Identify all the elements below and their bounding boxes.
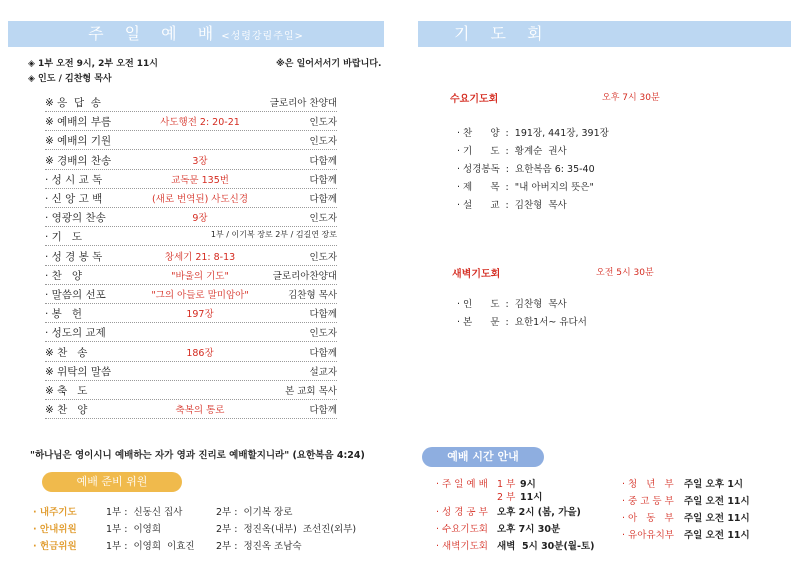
order-row (45, 150, 337, 170)
order-item-leader: 인도자 (309, 136, 337, 148)
order-item-name: · 성도의 교제 (45, 327, 106, 340)
prayer-title: 기 도 회 (454, 24, 551, 43)
schedule-value: 9시 (520, 479, 536, 490)
order-item-name: ※ 예배의 기원 (45, 135, 112, 148)
order-item-leader: 인도자 (309, 117, 337, 129)
wed-line: · 기 도 : 황계순 권사 (457, 146, 567, 157)
prayer-header (418, 21, 791, 47)
dawn-label: 새벽기도회 (452, 269, 501, 280)
order-row (45, 361, 337, 381)
order-item-name: ※ 위탁의 말씀 (45, 365, 112, 378)
order-item-detail: 3장 (192, 155, 208, 167)
order-item-leader: 설교자 (309, 366, 337, 378)
committee-first: 1부 : 이영희 (106, 524, 162, 535)
order-row (45, 322, 337, 342)
order-row (45, 342, 337, 362)
schedule-name: · 새벽기도회 (436, 541, 488, 552)
dawn-line: · 인 도 : 김찬형 목사 (457, 299, 567, 310)
order-item-leader: 다함께 (309, 405, 337, 417)
order-item-leader: 다함께 (309, 174, 337, 186)
schedule-name: · 수요기도회 (436, 524, 488, 535)
order-item-detail: 축복의 통로 (175, 405, 225, 417)
schedule-value: 새벽 5시 30분(월-토) (497, 541, 595, 552)
schedule-value: 주일 오후 1시 (684, 479, 744, 490)
order-row (45, 265, 337, 285)
order-item-name: · 봉 헌 (45, 308, 82, 321)
order-item-name: · 영광의 찬송 (45, 212, 106, 225)
schedule-name: · 아 동 부 (622, 513, 674, 524)
order-item-leader: 본 교회 목사 (285, 386, 337, 397)
order-item-detail: "바울의 기도" (171, 270, 229, 282)
committee-first: 1부 : 신동신 집사 (106, 507, 183, 518)
order-item-leader: 1부 / 이기복 장로 2부 / 김길연 장로 (210, 230, 337, 240)
order-item-name: · 신 앙 고 백 (45, 193, 103, 205)
order-item-name: ※ 축 도 (45, 385, 88, 397)
order-item-name: ※ 경배의 찬송 (45, 154, 112, 167)
schedule-name: · 주 일 예 배 (436, 479, 488, 490)
order-row (45, 130, 337, 150)
committee-second: 2부 : 정진옥 조남숙 (216, 541, 302, 552)
order-item-name: ※ 찬 송 (45, 346, 88, 359)
committee-first: 1부 : 이영희 이효진 (106, 541, 195, 552)
order-row (45, 303, 337, 323)
schedule-value: 주일 오전 11시 (684, 530, 750, 541)
order-item-name: · 성 경 봉 독 (45, 250, 103, 263)
order-item-leader: 다함께 (309, 194, 337, 205)
wed-line: · 성경봉독 : 요한복음 6: 35-40 (457, 164, 595, 175)
schedule-value: 오후 7시 30분 (497, 524, 561, 535)
verse: "하나님은 영이시니 예배하는 자가 영과 진리로 예배할지니라" (요한복음 4:24) (30, 450, 365, 461)
order-item-name: · 찬 양 (45, 269, 82, 282)
dawn-time: 오전 5시 30분 (596, 268, 654, 278)
committee-title: 예배 준비 위원 (42, 472, 182, 492)
order-row (45, 169, 337, 189)
order-row (45, 226, 337, 246)
order-row (45, 111, 337, 131)
order-item-leader: 다함께 (309, 155, 337, 167)
order-item-detail: 창세기 21: 8-13 (164, 251, 236, 263)
schedule-value: 주일 오전 11시 (684, 496, 750, 507)
order-row (45, 188, 337, 208)
dawn-line: · 본 문 : 요한1서~ 유다서 (457, 317, 587, 328)
schedule-name: · 중 고 등 부 (622, 496, 674, 507)
worship-subtitle: <성령강림주일> (221, 31, 304, 42)
order-item-detail: 사도행전 2: 20-21 (160, 117, 240, 129)
wed-line: · 설 교 : 김찬형 목사 (457, 200, 567, 211)
schedule-name: · 청 년 부 (622, 479, 674, 490)
leader-line: ◈ 인도 / 김찬형 목사 (28, 74, 112, 84)
order-item-leader: 김찬형 목사 (288, 290, 337, 301)
order-item-name: · 성 시 교 독 (45, 173, 103, 186)
order-item-leader: 다함께 (309, 309, 337, 321)
schedule-value: 11시 (520, 492, 543, 503)
order-row (45, 92, 337, 112)
committee-role: · 안내위원 (33, 524, 77, 535)
order-item-name: · 기 도 (45, 231, 82, 244)
order-row (45, 399, 337, 419)
schedule-name: · 성 경 공 부 (436, 507, 488, 518)
schedule-sub: 2 부 (497, 492, 516, 503)
order-item-detail: 186장 (186, 347, 214, 359)
committee-second: 2부 : 이기복 장로 (216, 507, 293, 518)
order-item-leader: 다함께 (309, 347, 337, 359)
order-item-leader: 글로리아 찬양대 (269, 98, 337, 109)
order-item-detail: (새로 번역된) 사도신경 (151, 194, 249, 205)
schedule-sub: 1 부 (497, 479, 516, 490)
order-row (45, 207, 337, 227)
wed-time: 오후 7시 30분 (602, 93, 660, 103)
wed-line: · 제 목 : "내 아버지의 뜻은" (457, 182, 594, 193)
order-item-detail: 197장 (186, 309, 214, 321)
order-item-leader: 인도자 (309, 328, 337, 340)
order-row (45, 380, 337, 400)
order-item-detail: 교독문 135번 (171, 174, 229, 186)
worship-title: 주 일 예 배 (88, 24, 222, 43)
schedule-title: 예배 시간 안내 (422, 447, 544, 467)
order-item-name: ※ 응 답 송 (45, 97, 101, 109)
order-item-name: · 말씀의 선포 (45, 289, 106, 301)
schedule-name: · 유아유치부 (622, 530, 674, 541)
service-times: ◈ 1부 오전 9시, 2부 오전 11시 (28, 59, 159, 69)
committee-role: · 내주기도 (33, 507, 77, 518)
wed-line: · 찬 양 : 191장, 441장, 391장 (457, 128, 609, 139)
schedule-value: 주일 오전 11시 (684, 513, 750, 524)
stand-note: ※은 일어서서기 바랍니다. (276, 59, 382, 69)
order-item-detail: "그의 아들로 말미암아" (151, 290, 249, 301)
order-row (45, 246, 337, 266)
order-item-leader: 인도자 (309, 251, 337, 263)
order-item-leader: 인도자 (309, 213, 337, 225)
order-item-leader: 글로리아찬양대 (272, 270, 337, 282)
order-row (45, 284, 337, 304)
schedule-value: 오후 2시 (봄, 가을) (497, 507, 581, 518)
committee-role: · 헌금위원 (33, 541, 77, 552)
worship-header (8, 21, 384, 47)
wed-label: 수요기도회 (450, 94, 499, 105)
order-item-name: ※ 예배의 부름 (45, 116, 112, 129)
order-item-detail: 9장 (192, 213, 208, 225)
committee-second: 2부 : 정진옥(내부) 조선진(외부) (216, 524, 357, 535)
order-item-name: ※ 찬 양 (45, 404, 88, 417)
